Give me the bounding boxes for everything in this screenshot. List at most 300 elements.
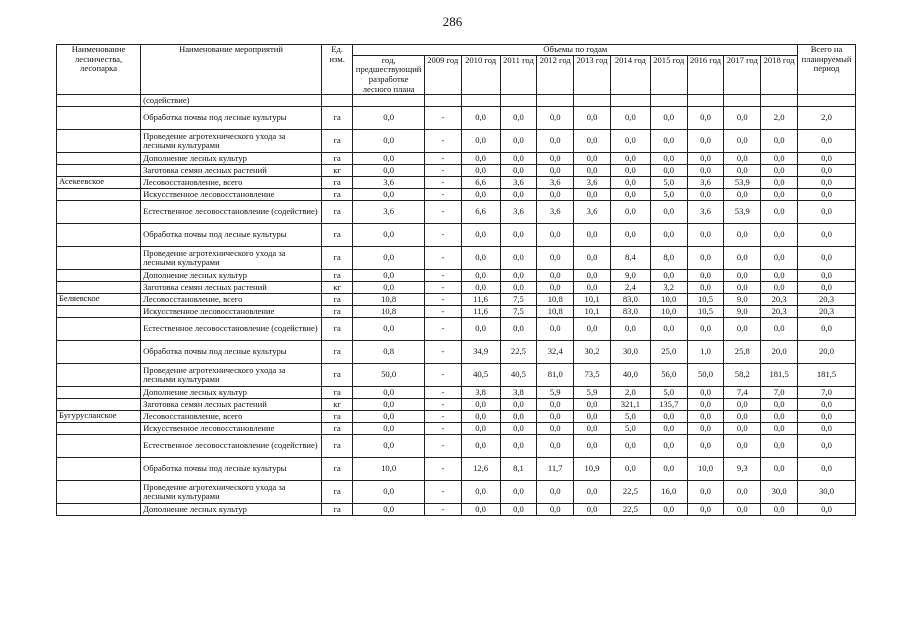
value-cell: 0,0 bbox=[610, 177, 650, 189]
unit-cell: га bbox=[321, 423, 353, 435]
value-cell: 0,0 bbox=[500, 224, 537, 247]
unit-cell: га bbox=[321, 341, 353, 364]
value-cell: 0,0 bbox=[461, 435, 500, 458]
value-cell: 0,8 bbox=[353, 341, 424, 364]
table-row bbox=[57, 224, 856, 247]
value-cell: 10,1 bbox=[574, 294, 611, 306]
value-cell: - bbox=[424, 341, 461, 364]
unit-cell: га bbox=[321, 270, 353, 282]
value-cell: 0,0 bbox=[650, 201, 687, 224]
unit-cell: га bbox=[321, 411, 353, 423]
value-cell: - bbox=[424, 435, 461, 458]
value-cell: 0,0 bbox=[574, 282, 611, 294]
value-cell: 0,0 bbox=[724, 247, 761, 270]
value-cell: 7,4 bbox=[724, 387, 761, 399]
unit-cell: га bbox=[321, 364, 353, 387]
value-cell: 0,0 bbox=[500, 318, 537, 341]
value-cell: 135,7 bbox=[650, 399, 687, 411]
value-cell: 0,0 bbox=[574, 504, 611, 516]
value-cell: 0,0 bbox=[461, 165, 500, 177]
total-cell: 181,5 bbox=[798, 364, 856, 387]
value-cell: 1,0 bbox=[687, 341, 724, 364]
header-total: Всего на планируемый период bbox=[798, 45, 856, 95]
value-cell: 3,6 bbox=[687, 201, 724, 224]
value-cell: 0,0 bbox=[650, 107, 687, 130]
total-cell bbox=[798, 95, 856, 107]
value-cell: 0,0 bbox=[500, 411, 537, 423]
value-cell: 0,0 bbox=[353, 282, 424, 294]
table-row bbox=[57, 153, 856, 165]
value-cell: 3,6 bbox=[537, 177, 574, 189]
unit-cell: га bbox=[321, 247, 353, 270]
value-cell: 3,6 bbox=[353, 177, 424, 189]
value-cell: 0,0 bbox=[353, 130, 424, 153]
area-cell bbox=[57, 423, 141, 435]
value-cell: 0,0 bbox=[724, 130, 761, 153]
table-row bbox=[57, 282, 856, 294]
area-cell bbox=[57, 189, 141, 201]
measure-cell: Дополнение лесных культур bbox=[141, 270, 322, 282]
value-cell: 30,2 bbox=[574, 341, 611, 364]
value-cell: 0,0 bbox=[353, 387, 424, 399]
value-cell: 0,0 bbox=[353, 270, 424, 282]
value-cell: 0,0 bbox=[724, 504, 761, 516]
measure-cell: Лесовосстановление, всего bbox=[141, 411, 322, 423]
value-cell: 40,0 bbox=[610, 364, 650, 387]
value-cell: 3,6 bbox=[574, 177, 611, 189]
value-cell: 10,8 bbox=[537, 306, 574, 318]
total-cell: 20,3 bbox=[798, 294, 856, 306]
value-cell: 0,0 bbox=[650, 435, 687, 458]
area-cell bbox=[57, 504, 141, 516]
table-row bbox=[57, 201, 856, 224]
value-cell: 0,0 bbox=[574, 318, 611, 341]
unit-cell: га bbox=[321, 224, 353, 247]
value-cell: 0,0 bbox=[761, 224, 798, 247]
value-cell: 8,0 bbox=[650, 247, 687, 270]
unit-cell: га bbox=[321, 435, 353, 458]
value-cell: - bbox=[424, 247, 461, 270]
value-cell: 0,0 bbox=[761, 177, 798, 189]
value-cell: 0,0 bbox=[500, 130, 537, 153]
total-cell: 0,0 bbox=[798, 177, 856, 189]
value-cell: 0,0 bbox=[537, 504, 574, 516]
value-cell: 0,0 bbox=[574, 247, 611, 270]
value-cell: 0,0 bbox=[574, 165, 611, 177]
value-cell: 0,0 bbox=[724, 423, 761, 435]
value-cell: 0,0 bbox=[761, 318, 798, 341]
value-cell: 5,0 bbox=[650, 177, 687, 189]
value-cell: 0,0 bbox=[761, 189, 798, 201]
total-cell: 0,0 bbox=[798, 189, 856, 201]
value-cell: 0,0 bbox=[687, 504, 724, 516]
value-cell: 0,0 bbox=[574, 153, 611, 165]
total-cell: 0,0 bbox=[798, 458, 856, 481]
value-cell: 5,0 bbox=[610, 411, 650, 423]
value-cell: 73,5 bbox=[574, 364, 611, 387]
area-cell bbox=[57, 399, 141, 411]
value-cell: - bbox=[424, 306, 461, 318]
value-cell: 0,0 bbox=[687, 282, 724, 294]
table-row bbox=[57, 364, 856, 387]
value-cell: 0,0 bbox=[724, 399, 761, 411]
value-cell: 0,0 bbox=[461, 270, 500, 282]
table-row bbox=[57, 481, 856, 504]
measure-cell: Заготовка семян лесных растений bbox=[141, 282, 322, 294]
value-cell: 0,0 bbox=[650, 270, 687, 282]
value-cell: 0,0 bbox=[574, 481, 611, 504]
value-cell: 0,0 bbox=[537, 224, 574, 247]
value-cell: 3,8 bbox=[500, 387, 537, 399]
table-row bbox=[57, 177, 856, 189]
measure-cell: Проведение агротехнического ухода за лесными культурами bbox=[141, 130, 322, 153]
value-cell: 0,0 bbox=[761, 399, 798, 411]
measure-cell: Лесовосстановление, всего bbox=[141, 177, 322, 189]
value-cell: 10,8 bbox=[353, 306, 424, 318]
measure-cell: Лесовосстановление, всего bbox=[141, 294, 322, 306]
measure-cell: Проведение агротехнического ухода за лесными культурами bbox=[141, 364, 322, 387]
value-cell: 0,0 bbox=[353, 224, 424, 247]
value-cell: 10,0 bbox=[687, 458, 724, 481]
unit-cell: га bbox=[321, 107, 353, 130]
value-cell: 0,0 bbox=[610, 224, 650, 247]
value-cell: 3,6 bbox=[574, 201, 611, 224]
area-cell bbox=[57, 341, 141, 364]
value-cell bbox=[537, 95, 574, 107]
total-cell: 7,0 bbox=[798, 387, 856, 399]
value-cell: 10,5 bbox=[687, 294, 724, 306]
area-cell bbox=[57, 165, 141, 177]
table-row bbox=[57, 504, 856, 516]
value-cell: 0,0 bbox=[687, 423, 724, 435]
value-cell: 0,0 bbox=[353, 411, 424, 423]
value-cell: 0,0 bbox=[574, 270, 611, 282]
value-cell: 3,6 bbox=[687, 177, 724, 189]
value-cell: 56,0 bbox=[650, 364, 687, 387]
area-cell bbox=[57, 270, 141, 282]
table-row bbox=[57, 189, 856, 201]
value-cell: 0,0 bbox=[353, 165, 424, 177]
value-cell bbox=[574, 95, 611, 107]
measure-cell: Обработка почвы под лесные культуры bbox=[141, 107, 322, 130]
value-cell: 81,0 bbox=[537, 364, 574, 387]
unit-cell: га bbox=[321, 458, 353, 481]
value-cell: 0,0 bbox=[574, 435, 611, 458]
value-cell: 0,0 bbox=[650, 224, 687, 247]
unit-cell: га bbox=[321, 189, 353, 201]
table-row bbox=[57, 270, 856, 282]
value-cell: 6,6 bbox=[461, 177, 500, 189]
value-cell: - bbox=[424, 364, 461, 387]
value-cell: 9,3 bbox=[724, 458, 761, 481]
value-cell: 11,7 bbox=[537, 458, 574, 481]
value-cell: 0,0 bbox=[650, 423, 687, 435]
value-cell: 0,0 bbox=[761, 435, 798, 458]
value-cell: 0,0 bbox=[353, 399, 424, 411]
value-cell: 0,0 bbox=[724, 435, 761, 458]
total-cell: 2,0 bbox=[798, 107, 856, 130]
value-cell: 0,0 bbox=[461, 189, 500, 201]
measure-cell: Искусственное лесовосстановление bbox=[141, 189, 322, 201]
value-cell: 20,3 bbox=[761, 306, 798, 318]
unit-cell: га bbox=[321, 153, 353, 165]
value-cell: 0,0 bbox=[461, 504, 500, 516]
value-cell: 53,9 bbox=[724, 177, 761, 189]
total-cell: 0,0 bbox=[798, 130, 856, 153]
value-cell: 58,2 bbox=[724, 364, 761, 387]
measure-cell: Естественное лесовосстановление (содействие) bbox=[141, 201, 322, 224]
value-cell: - bbox=[424, 318, 461, 341]
header-year: 2017 год bbox=[724, 55, 761, 95]
area-cell bbox=[57, 306, 141, 318]
value-cell: 0,0 bbox=[537, 423, 574, 435]
header-year: 2009 год bbox=[424, 55, 461, 95]
value-cell: 10,9 bbox=[574, 458, 611, 481]
value-cell: 9,0 bbox=[610, 270, 650, 282]
table-body bbox=[57, 95, 856, 516]
value-cell: 0,0 bbox=[574, 399, 611, 411]
measure-cell: Естественное лесовосстановление (содействие) bbox=[141, 435, 322, 458]
value-cell: 50,0 bbox=[687, 364, 724, 387]
value-cell: 0,0 bbox=[724, 189, 761, 201]
value-cell: 0,0 bbox=[724, 411, 761, 423]
value-cell: 0,0 bbox=[687, 435, 724, 458]
forest-plan-table bbox=[56, 44, 856, 516]
value-cell: 0,0 bbox=[610, 435, 650, 458]
total-cell: 0,0 bbox=[798, 504, 856, 516]
value-cell: 0,0 bbox=[687, 411, 724, 423]
value-cell: 9,0 bbox=[724, 294, 761, 306]
value-cell: 181,5 bbox=[761, 364, 798, 387]
value-cell: 0,0 bbox=[537, 189, 574, 201]
unit-cell: га bbox=[321, 294, 353, 306]
value-cell: 0,0 bbox=[724, 282, 761, 294]
value-cell: 0,0 bbox=[500, 247, 537, 270]
header-unit: Ед. изм. bbox=[321, 45, 353, 95]
value-cell: 0,0 bbox=[650, 165, 687, 177]
value-cell: 0,0 bbox=[724, 481, 761, 504]
value-cell: 0,0 bbox=[724, 153, 761, 165]
table-row bbox=[57, 341, 856, 364]
value-cell: 0,0 bbox=[500, 423, 537, 435]
value-cell: 0,0 bbox=[500, 481, 537, 504]
value-cell: 2,0 bbox=[761, 107, 798, 130]
header-volumes: Объемы по годам bbox=[353, 45, 798, 56]
value-cell: 0,0 bbox=[537, 165, 574, 177]
value-cell: 0,0 bbox=[461, 153, 500, 165]
value-cell: 10,0 bbox=[650, 294, 687, 306]
total-cell: 0,0 bbox=[798, 153, 856, 165]
table-row bbox=[57, 165, 856, 177]
value-cell: 10,0 bbox=[353, 458, 424, 481]
value-cell: 0,0 bbox=[461, 411, 500, 423]
table-row bbox=[57, 107, 856, 130]
value-cell: 0,0 bbox=[724, 224, 761, 247]
value-cell: 0,0 bbox=[761, 423, 798, 435]
value-cell: 2,4 bbox=[610, 282, 650, 294]
value-cell: - bbox=[424, 411, 461, 423]
value-cell: 0,0 bbox=[724, 107, 761, 130]
area-cell bbox=[57, 481, 141, 504]
value-cell: 5,0 bbox=[650, 387, 687, 399]
value-cell: - bbox=[424, 504, 461, 516]
measure-cell: Проведение агротехнического ухода за лесными культурами bbox=[141, 481, 322, 504]
page-number: 286 bbox=[442, 14, 463, 29]
value-cell: 0,0 bbox=[687, 270, 724, 282]
header-year: 2014 год bbox=[610, 55, 650, 95]
measure-cell: Искусственное лесовосстановление bbox=[141, 306, 322, 318]
total-cell: 0,0 bbox=[798, 201, 856, 224]
value-cell: 30,0 bbox=[610, 341, 650, 364]
total-cell: 0,0 bbox=[798, 282, 856, 294]
value-cell: 0,0 bbox=[353, 504, 424, 516]
value-cell: 0,0 bbox=[687, 247, 724, 270]
value-cell: 25,8 bbox=[724, 341, 761, 364]
area-cell bbox=[57, 107, 141, 130]
value-cell: - bbox=[424, 481, 461, 504]
value-cell: 3,6 bbox=[537, 201, 574, 224]
area-cell bbox=[57, 435, 141, 458]
value-cell: 0,0 bbox=[353, 189, 424, 201]
value-cell: 0,0 bbox=[761, 270, 798, 282]
value-cell: 0,0 bbox=[461, 282, 500, 294]
unit-cell: га bbox=[321, 130, 353, 153]
value-cell: 0,0 bbox=[687, 224, 724, 247]
value-cell: 0,0 bbox=[461, 481, 500, 504]
value-cell: 0,0 bbox=[537, 399, 574, 411]
value-cell: - bbox=[424, 423, 461, 435]
value-cell: 0,0 bbox=[724, 165, 761, 177]
value-cell: 0,0 bbox=[537, 411, 574, 423]
value-cell: 0,0 bbox=[687, 165, 724, 177]
value-cell: 0,0 bbox=[724, 318, 761, 341]
value-cell: 0,0 bbox=[687, 130, 724, 153]
value-cell: - bbox=[424, 107, 461, 130]
value-cell: 0,0 bbox=[610, 165, 650, 177]
area-cell bbox=[57, 458, 141, 481]
value-cell: 0,0 bbox=[537, 481, 574, 504]
value-cell: 0,0 bbox=[687, 318, 724, 341]
value-cell: 0,0 bbox=[500, 399, 537, 411]
value-cell: 3,6 bbox=[353, 201, 424, 224]
value-cell: 0,0 bbox=[687, 189, 724, 201]
area-cell bbox=[57, 153, 141, 165]
value-cell: 0,0 bbox=[537, 270, 574, 282]
total-cell: 0,0 bbox=[798, 411, 856, 423]
area-cell bbox=[57, 247, 141, 270]
value-cell: 10,8 bbox=[353, 294, 424, 306]
value-cell: 0,0 bbox=[610, 318, 650, 341]
unit-cell: га bbox=[321, 481, 353, 504]
value-cell: 10,1 bbox=[574, 306, 611, 318]
value-cell: 0,0 bbox=[500, 282, 537, 294]
unit-cell: кг bbox=[321, 165, 353, 177]
value-cell bbox=[500, 95, 537, 107]
value-cell: 0,0 bbox=[353, 423, 424, 435]
value-cell: - bbox=[424, 189, 461, 201]
value-cell: 0,0 bbox=[461, 423, 500, 435]
value-cell: 34,9 bbox=[461, 341, 500, 364]
total-cell: 0,0 bbox=[798, 399, 856, 411]
value-cell: 0,0 bbox=[461, 130, 500, 153]
value-cell: 0,0 bbox=[761, 153, 798, 165]
value-cell: 0,0 bbox=[610, 107, 650, 130]
value-cell: 20,3 bbox=[761, 294, 798, 306]
value-cell: 0,0 bbox=[353, 153, 424, 165]
value-cell: 0,0 bbox=[650, 318, 687, 341]
value-cell: 10,5 bbox=[687, 306, 724, 318]
value-cell bbox=[461, 95, 500, 107]
value-cell: - bbox=[424, 270, 461, 282]
value-cell: 0,0 bbox=[574, 130, 611, 153]
value-cell: 22,5 bbox=[610, 481, 650, 504]
area-cell: Бугурусланское bbox=[57, 411, 141, 423]
value-cell bbox=[761, 95, 798, 107]
value-cell: 16,0 bbox=[650, 481, 687, 504]
value-cell: 40,5 bbox=[500, 364, 537, 387]
value-cell: 0,0 bbox=[353, 435, 424, 458]
value-cell: 0,0 bbox=[687, 107, 724, 130]
header-year: 2015 год bbox=[650, 55, 687, 95]
value-cell: 10,8 bbox=[537, 294, 574, 306]
value-cell: 22,5 bbox=[500, 341, 537, 364]
value-cell: - bbox=[424, 201, 461, 224]
value-cell: 0,0 bbox=[353, 107, 424, 130]
area-cell: Асекеевское bbox=[57, 177, 141, 189]
unit-cell: кг bbox=[321, 282, 353, 294]
value-cell: 0,0 bbox=[650, 153, 687, 165]
table-row bbox=[57, 458, 856, 481]
table-row bbox=[57, 318, 856, 341]
measure-cell: Естественное лесовосстановление (содействие) bbox=[141, 318, 322, 341]
table-row bbox=[57, 247, 856, 270]
value-cell bbox=[724, 95, 761, 107]
value-cell: 0,0 bbox=[500, 107, 537, 130]
value-cell: 0,0 bbox=[761, 504, 798, 516]
value-cell: 0,0 bbox=[537, 282, 574, 294]
value-cell: 12,6 bbox=[461, 458, 500, 481]
value-cell: 0,0 bbox=[761, 247, 798, 270]
value-cell: 0,0 bbox=[687, 399, 724, 411]
value-cell: 0,0 bbox=[574, 107, 611, 130]
total-cell: 30,0 bbox=[798, 481, 856, 504]
value-cell: 10,0 bbox=[650, 306, 687, 318]
value-cell: 0,0 bbox=[353, 247, 424, 270]
value-cell bbox=[353, 95, 424, 107]
value-cell: 0,0 bbox=[574, 411, 611, 423]
value-cell: 0,0 bbox=[761, 130, 798, 153]
unit-cell: га bbox=[321, 201, 353, 224]
unit-cell: кг bbox=[321, 399, 353, 411]
measure-cell: Дополнение лесных культур bbox=[141, 504, 322, 516]
value-cell: - bbox=[424, 399, 461, 411]
measure-cell: Заготовка семян лесных растений bbox=[141, 399, 322, 411]
value-cell: 5,0 bbox=[650, 189, 687, 201]
header-year: 2010 год bbox=[461, 55, 500, 95]
total-cell: 0,0 bbox=[798, 435, 856, 458]
value-cell: 8,4 bbox=[610, 247, 650, 270]
value-cell: 0,0 bbox=[574, 224, 611, 247]
table-row bbox=[57, 435, 856, 458]
value-cell: - bbox=[424, 294, 461, 306]
value-cell: 0,0 bbox=[500, 165, 537, 177]
value-cell: 50,0 bbox=[353, 364, 424, 387]
value-cell: 0,0 bbox=[574, 423, 611, 435]
value-cell: 3,8 bbox=[461, 387, 500, 399]
value-cell: 5,0 bbox=[610, 423, 650, 435]
value-cell: 0,0 bbox=[461, 399, 500, 411]
value-cell: 0,0 bbox=[537, 130, 574, 153]
